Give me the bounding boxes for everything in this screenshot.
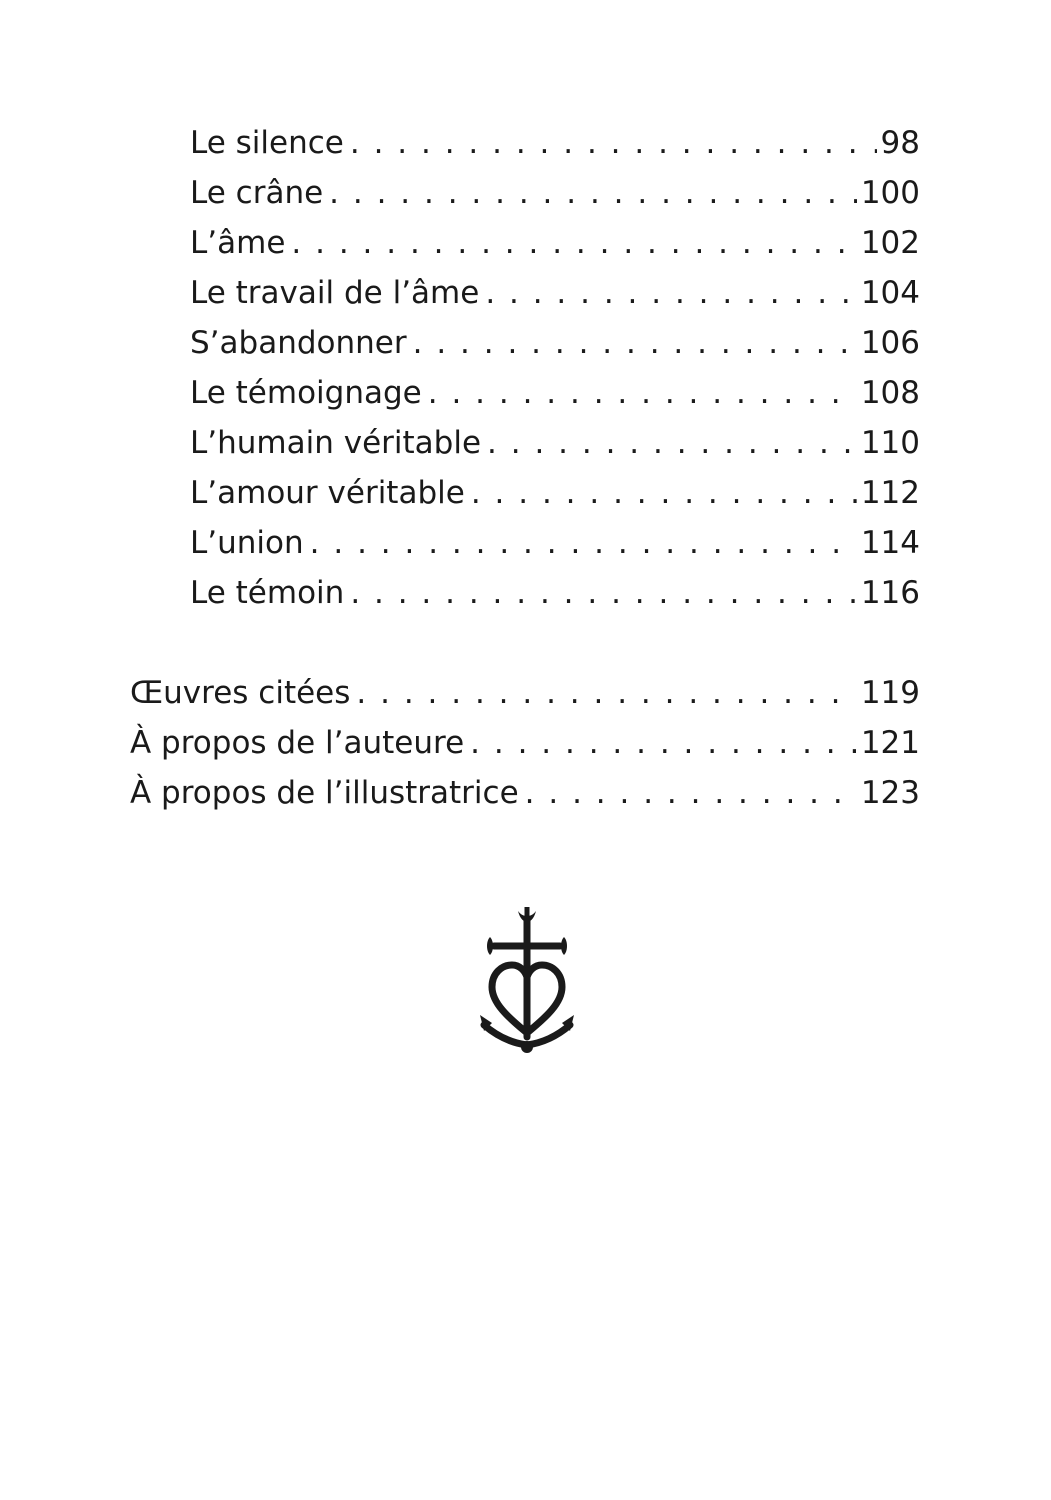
toc-entry[interactable] [130, 668, 920, 718]
toc-entry[interactable] [190, 368, 920, 418]
toc-entry-page: 102 [857, 218, 920, 268]
toc-entry-page: 106 [857, 318, 920, 368]
toc-entry-label: Le témoignage [190, 368, 428, 418]
toc-entry-label: Le témoin [190, 568, 350, 618]
dot-leader [350, 118, 877, 168]
toc-entry-page: 112 [857, 468, 920, 518]
toc-entry-label: L’union [190, 518, 310, 568]
dot-leader [329, 168, 857, 218]
dot-leader [350, 568, 857, 618]
dot-leader [525, 768, 857, 818]
toc-entry-label: S’abandonner [190, 318, 413, 368]
dot-leader [470, 718, 857, 768]
toc-entry-page: 104 [857, 268, 920, 318]
toc-entry[interactable] [190, 268, 920, 318]
toc-entry-page: 100 [857, 168, 920, 218]
toc-entry-label: À propos de l’illustratrice [130, 768, 525, 818]
camargue-cross-icon [478, 905, 576, 1055]
toc-entry[interactable] [130, 718, 920, 768]
dot-leader [485, 268, 857, 318]
toc-entry[interactable] [190, 168, 920, 218]
toc-entry[interactable] [190, 468, 920, 518]
toc-entry-label: Le silence [190, 118, 350, 168]
dot-leader [310, 518, 857, 568]
toc-entry[interactable] [190, 118, 920, 168]
toc-entry[interactable] [190, 218, 920, 268]
toc-entry-page: 114 [857, 518, 920, 568]
toc-entry[interactable] [190, 418, 920, 468]
toc-entry-label: À propos de l’auteure [130, 718, 470, 768]
toc-entry-page: 108 [857, 368, 920, 418]
dot-leader [471, 468, 857, 518]
toc-entry-page: 119 [857, 668, 920, 718]
dot-leader [428, 368, 857, 418]
dot-leader [413, 318, 857, 368]
toc-entry[interactable] [190, 568, 920, 618]
dot-leader [356, 668, 856, 718]
toc-entry-label: Le crâne [190, 168, 329, 218]
dot-leader [291, 218, 856, 268]
toc-entry-label: Le travail de l’âme [190, 268, 485, 318]
toc-entry-label: L’âme [190, 218, 291, 268]
toc-entry-page: 110 [857, 418, 920, 468]
toc-entry[interactable] [130, 768, 920, 818]
toc-entry-label: L’humain véritable [190, 418, 487, 468]
toc-entry-page: 116 [857, 568, 920, 618]
toc-entry-label: L’amour véritable [190, 468, 471, 518]
toc-entry-page: 123 [857, 768, 920, 818]
toc-entry[interactable] [190, 518, 920, 568]
toc-entry-page: 98 [877, 118, 920, 168]
toc-entry[interactable] [190, 318, 920, 368]
dot-leader [487, 418, 857, 468]
toc-entry-label: Œuvres citées [130, 668, 356, 718]
toc-entry-page: 121 [857, 718, 920, 768]
